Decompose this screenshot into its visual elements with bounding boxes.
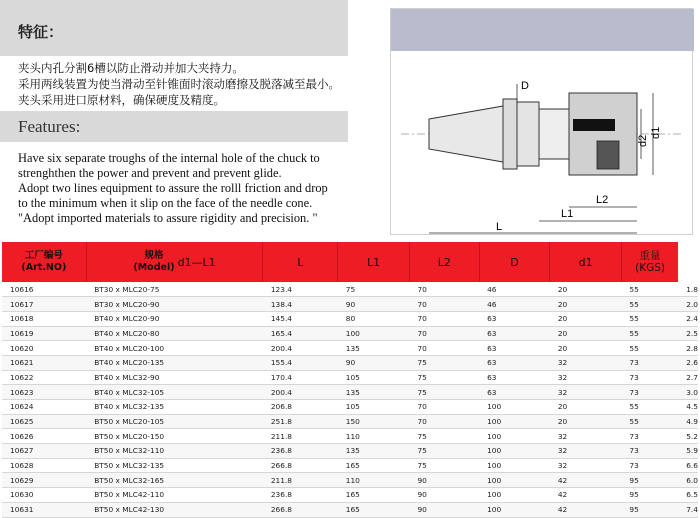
length-L2-cell: 90 (409, 488, 479, 503)
diameter-d2-cell: 73 (621, 370, 678, 385)
length-L1-cell: 165 (338, 458, 410, 473)
table-row (2, 282, 698, 297)
length-L-cell: 170.4 (263, 370, 338, 385)
diameter-D-cell: 100 (479, 502, 550, 517)
model-cell: BT30 x MLC20-75 (86, 282, 263, 297)
length-L2-cell: 75 (409, 370, 479, 385)
table-row (2, 326, 698, 341)
diameter-D-cell: 100 (479, 473, 550, 488)
diameter-D-cell: 46 (479, 282, 550, 297)
diameter-D-cell: 46 (479, 297, 550, 312)
L2-label: L2 (596, 194, 609, 206)
length-L2-cell: 70 (409, 311, 479, 326)
diameter-D-cell: 63 (479, 370, 550, 385)
spec-table (2, 242, 698, 518)
header-model: 规格 (Model) d1—L1 (86, 242, 263, 282)
art-no-cell: 10618 (2, 311, 86, 326)
length-L1-cell: 110 (338, 473, 410, 488)
diameter-d2-cell: 55 (621, 326, 678, 341)
art-no-cell: 10620 (2, 341, 86, 356)
diameter-D-cell: 100 (479, 400, 550, 415)
header-art-no: 工厂编号 (Art.NO) (2, 242, 86, 282)
model-cell: BT40 x MLC20-100 (86, 341, 263, 356)
table-row (2, 341, 698, 356)
features-en-line: Adopt two lines equipment to assure the rolll friction and drop (18, 181, 328, 195)
features-en-title: Features: (18, 117, 81, 136)
D-label: D (521, 80, 529, 92)
diameter-d2-cell: 55 (621, 414, 678, 429)
weight-cell: 2.6 (678, 355, 698, 370)
diameter-D-cell: 100 (479, 414, 550, 429)
model-cell: BT40 x MLC20-90 (86, 311, 263, 326)
weight-cell: 6.5 (678, 488, 698, 503)
length-L-cell: 266.8 (263, 502, 338, 517)
features-en-line: to the minimum when it slip on the face of the needle cone. (18, 196, 313, 210)
length-L1-cell: 90 (338, 355, 410, 370)
weight-cell: 5.9 (678, 444, 698, 459)
table-row (2, 502, 698, 517)
diameter-d1-cell: 32 (550, 355, 622, 370)
length-L2-cell: 75 (409, 429, 479, 444)
length-L1-cell: 165 (338, 502, 410, 517)
length-L-cell: 206.8 (263, 400, 338, 415)
length-L-cell: 211.8 (263, 429, 338, 444)
nut-slot (573, 119, 615, 131)
art-no-cell: 10626 (2, 429, 86, 444)
length-L1-cell: 110 (338, 429, 410, 444)
features-cn-line: 夹头内孔分割6槽以防止滑动并加大夹持力。 (18, 61, 244, 75)
table-row (2, 458, 698, 473)
length-L2-cell: 90 (409, 502, 479, 517)
taper-shank (429, 106, 503, 162)
length-L2-cell: 75 (409, 444, 479, 459)
art-no-cell: 10628 (2, 458, 86, 473)
diameter-d1-cell: 20 (550, 297, 622, 312)
header-weight: 重量 (KGS) (621, 242, 678, 282)
table-row (2, 429, 698, 444)
diameter-D-cell: 63 (479, 326, 550, 341)
weight-cell: 3.0 (678, 385, 698, 400)
model-cell: BT40 x MLC20-135 (86, 355, 263, 370)
table-row (2, 311, 698, 326)
length-L-cell: 236.8 (263, 444, 338, 459)
header-L1: L1 (338, 242, 410, 282)
diameter-d1-cell: 20 (550, 400, 622, 415)
features-en-line: Have six separate troughs of the internal hole of the chuck to (18, 151, 320, 165)
weight-cell: 2.5 (678, 326, 698, 341)
table-row (2, 400, 698, 415)
art-no-cell: 10617 (2, 297, 86, 312)
table-header-row (2, 242, 698, 282)
length-L-cell: 155.4 (263, 355, 338, 370)
holder-body (539, 109, 569, 159)
diameter-d1-cell: 32 (550, 429, 622, 444)
table-row (2, 488, 698, 503)
length-L2-cell: 90 (409, 473, 479, 488)
table-row (2, 385, 698, 400)
table-row (2, 414, 698, 429)
diameter-d2-cell: 95 (621, 473, 678, 488)
diameter-d1-cell: 32 (550, 444, 622, 459)
diameter-d2-cell: 73 (621, 429, 678, 444)
length-L1-cell: 135 (338, 385, 410, 400)
weight-cell: 2.4 (678, 311, 698, 326)
diameter-D-cell: 100 (479, 429, 550, 444)
diameter-D-cell: 100 (479, 444, 550, 459)
weight-cell: 2.7 (678, 370, 698, 385)
length-L2-cell: 70 (409, 341, 479, 356)
model-cell: BT50 x MLC42-110 (86, 488, 263, 503)
length-L-cell: 145.4 (263, 311, 338, 326)
d2-label: d2 (637, 134, 649, 147)
length-L-cell: 251.8 (263, 414, 338, 429)
weight-cell: 4.9 (678, 414, 698, 429)
diameter-D-cell: 63 (479, 311, 550, 326)
model-cell: BT50 x MLC32-135 (86, 458, 263, 473)
diameter-d1-cell: 42 (550, 488, 622, 503)
diameter-d1-cell: 42 (550, 473, 622, 488)
length-L2-cell: 70 (409, 326, 479, 341)
header-D: D (479, 242, 550, 282)
length-L-cell: 200.4 (263, 341, 338, 356)
art-no-cell: 10625 (2, 414, 86, 429)
length-L1-cell: 105 (338, 400, 410, 415)
length-L1-cell: 165 (338, 488, 410, 503)
tool-holder-drawing (390, 8, 693, 235)
diameter-d1-cell: 20 (550, 414, 622, 429)
diameter-D-cell: 100 (479, 458, 550, 473)
length-L1-cell: 90 (338, 297, 410, 312)
diameter-d2-cell: 55 (621, 311, 678, 326)
art-no-cell: 10619 (2, 326, 86, 341)
flange (503, 99, 517, 169)
header-d1: d1 (550, 242, 622, 282)
features-cn-line: 夹头采用进口原材料，确保硬度及精度。 (18, 93, 225, 107)
length-L1-cell: 75 (338, 282, 410, 297)
length-L2-cell: 70 (409, 282, 479, 297)
length-L1-cell: 135 (338, 341, 410, 356)
diameter-d1-cell: 20 (550, 326, 622, 341)
L1-label: L1 (561, 208, 574, 220)
diameter-d2-cell: 73 (621, 355, 678, 370)
diameter-d1-cell: 42 (550, 502, 622, 517)
length-L-cell: 138.4 (263, 297, 338, 312)
weight-cell: 6.6 (678, 458, 698, 473)
table-row (2, 297, 698, 312)
diameter-d1-cell: 32 (550, 385, 622, 400)
model-cell: BT40 x MLC32-90 (86, 370, 263, 385)
header-L: L (263, 242, 338, 282)
length-L-cell: 200.4 (263, 385, 338, 400)
length-L1-cell: 135 (338, 444, 410, 459)
length-L2-cell: 70 (409, 297, 479, 312)
model-cell: BT40 x MLC20-80 (86, 326, 263, 341)
weight-cell: 2.0 (678, 297, 698, 312)
features-en-line: strenghthen the power and prevent and prevent glide. (18, 166, 282, 180)
diameter-d2-cell: 55 (621, 341, 678, 356)
flange-neck (517, 102, 539, 166)
length-L-cell: 165.4 (263, 326, 338, 341)
d1-label: d1 (650, 126, 662, 139)
diameter-d1-cell: 32 (550, 458, 622, 473)
table-row (2, 473, 698, 488)
art-no-cell: 10627 (2, 444, 86, 459)
diameter-d2-cell: 55 (621, 282, 678, 297)
weight-cell: 6.0 (678, 473, 698, 488)
weight-cell: 2.8 (678, 341, 698, 356)
weight-cell: 5.2 (678, 429, 698, 444)
diameter-d1-cell: 20 (550, 311, 622, 326)
diameter-d2-cell: 73 (621, 444, 678, 459)
diameter-d2-cell: 95 (621, 488, 678, 503)
length-L1-cell: 150 (338, 414, 410, 429)
art-no-cell: 10622 (2, 370, 86, 385)
model-cell: BT50 x MLC32-165 (86, 473, 263, 488)
weight-cell: 1.8 (678, 282, 698, 297)
art-no-cell: 10624 (2, 400, 86, 415)
length-L-cell: 266.8 (263, 458, 338, 473)
model-cell: BT30 x MLC20-90 (86, 297, 263, 312)
features-cn-line: 采用两线装置为使当滑动至针锥面时滚动磨擦及脱落减至最小。 (18, 77, 340, 91)
diameter-d2-cell: 95 (621, 502, 678, 517)
spec-table-body (2, 282, 698, 517)
header-L2: L2 (409, 242, 479, 282)
model-cell: BT40 x MLC32-135 (86, 400, 263, 415)
length-L1-cell: 80 (338, 311, 410, 326)
length-L-cell: 236.8 (263, 488, 338, 503)
features-en-line: "Adopt imported materials to assure rigidity and precision. " (18, 211, 318, 225)
length-L2-cell: 75 (409, 355, 479, 370)
length-L2-cell: 70 (409, 400, 479, 415)
art-no-cell: 10621 (2, 355, 86, 370)
diameter-D-cell: 63 (479, 385, 550, 400)
art-no-cell: 10623 (2, 385, 86, 400)
diameter-d2-cell: 73 (621, 458, 678, 473)
diameter-d2-cell: 55 (621, 297, 678, 312)
diameter-D-cell: 100 (479, 488, 550, 503)
diameter-D-cell: 63 (479, 341, 550, 356)
model-cell: BT50 x MLC32-110 (86, 444, 263, 459)
art-no-cell: 10630 (2, 488, 86, 503)
art-no-cell: 10631 (2, 502, 86, 517)
weight-cell: 7.4 (678, 502, 698, 517)
diameter-d2-cell: 73 (621, 385, 678, 400)
weight-cell: 4.5 (678, 400, 698, 415)
art-no-cell: 10616 (2, 282, 86, 297)
model-cell: BT50 x MLC42-130 (86, 502, 263, 517)
table-row (2, 444, 698, 459)
length-L1-cell: 105 (338, 370, 410, 385)
table-row (2, 355, 698, 370)
length-L2-cell: 75 (409, 458, 479, 473)
model-cell: BT40 x MLC32-105 (86, 385, 263, 400)
table-row (2, 370, 698, 385)
diameter-d1-cell: 20 (550, 341, 622, 356)
length-L2-cell: 75 (409, 385, 479, 400)
art-no-cell: 10629 (2, 473, 86, 488)
length-L-cell: 123.4 (263, 282, 338, 297)
diameter-D-cell: 63 (479, 355, 550, 370)
model-cell: BT50 x MLC20-105 (86, 414, 263, 429)
length-L2-cell: 70 (409, 414, 479, 429)
diameter-d1-cell: 32 (550, 370, 622, 385)
knurl-band (597, 141, 619, 169)
length-L-cell: 211.8 (263, 473, 338, 488)
diameter-d1-cell: 20 (550, 282, 622, 297)
length-L1-cell: 100 (338, 326, 410, 341)
tool-holder-svg (391, 9, 694, 236)
model-cell: BT50 x MLC20-150 (86, 429, 263, 444)
diameter-d2-cell: 55 (621, 400, 678, 415)
L-label: L (496, 221, 503, 233)
features-cn-title: 特征： (18, 23, 64, 41)
